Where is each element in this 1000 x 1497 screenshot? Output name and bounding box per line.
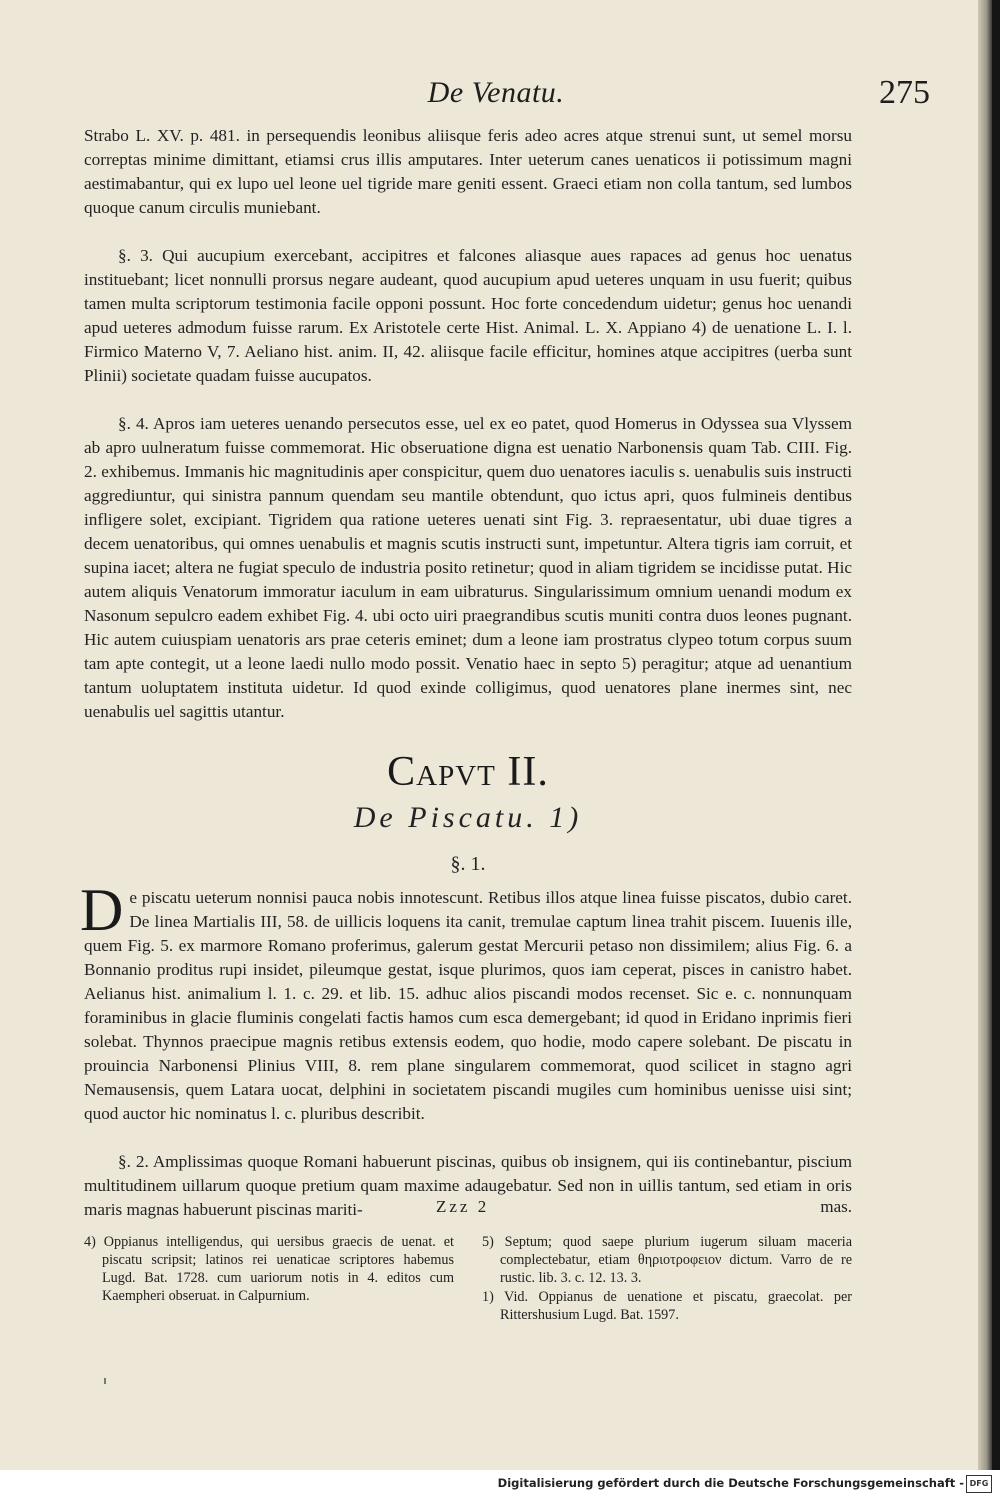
page-body bbox=[80, 124, 852, 1246]
book-spine-shadow bbox=[978, 0, 992, 1470]
drop-cap: D bbox=[80, 877, 124, 943]
signature-mark: Zzz 2 bbox=[436, 1197, 490, 1216]
catchword: mas. bbox=[820, 1197, 852, 1216]
running-title: De Venatu. bbox=[427, 76, 565, 109]
printer-mark bbox=[104, 1378, 106, 1384]
chapter-subtitle: De Piscatu. 1) bbox=[353, 801, 583, 834]
paragraph-section-3: §. 3. Qui aucupium exercebant, accipitres et falcones aliasque aues rapaces ad genus hoc uenatus instituebant; licet nonnulli prorsus negare audeant, quod aucupium apud ueteres unquam in usu fuerit; quibus tamen multa scriptorum testimonia facile opponi possunt. Hoc forte concedendum uidetur; genus hoc uenandi apud ueteres admodum fuisse rarum. Ex Aristotele certe Hist. Animal. L. X. Appiano 4) de uenatione L. I. l. Firmico Materno V, 7. Aeliano hist. anim. II, 42. aliisque facile efficitur, homines atque accipitres (uerba sunt Plinii) societate quadam fuisse aucupatos. bbox=[84, 246, 852, 385]
paragraph-de-piscatu-text: e piscatu ueterum nonnisi pauca nobis innotescunt. Retibus illos atque linea fuisse piscatos, dubio caret. De linea Martialis III, 58. de uillicis loquens ita canit, tremulae captum linea trahit piscem. Iuuenis ille, quem Fig. 5. ex marmore Romano proferimus, galerum gestat Mercurii petaso non dissimilem; alius Fig. 6. a Bonnanio proditus rupi insidet, pileumque gestat, isque plurimos, quos iam ceperat, pisces in canistro habet. Aelianus hist. animalium l. 1. c. 29. et lib. 15. adhuc alios piscandi modos recenset. Sic e. c. nonnunquam foraminibus in glacie fluminis congelati factis hamos cum esca demergebant; id quod in Eridano inprimis fieri solebat. Thynnos praecipue magnis retibus extensis eodem, quo hodie, modo capere solebant. De piscatu in prouincia Narbonensi Plinius VIII, 8. rem plane singularem commemorat, quod scilicet in stagno agri Nemausensis, quem Latara uocat, delphini in societatem piscandi mugiles cum hominibus uenisse uisi sint; quod auctor hic nominatus l. c. pluribus describit. bbox=[84, 888, 852, 1123]
dfg-logo-icon: DFG bbox=[966, 1475, 992, 1493]
paragraph-section-2: §. 2. Amplissimas quoque Romani habuerunt piscinas, quibus ob insignem, qui iis continebantur, piscium multitudinem uillarum quoque pretium quam maxime adaugebatur. Sed non in uillis tantum, sed etiam in oris maris magnas habuerunt piscinas mariti- bbox=[84, 1152, 852, 1219]
section-mark: §. 1. bbox=[450, 853, 486, 875]
page-header bbox=[60, 76, 932, 116]
footnotes-right-column bbox=[482, 1233, 852, 1325]
paragraph-de-piscatu bbox=[80, 877, 852, 1126]
footnote-4: 4) Oppianus intelligendus, qui uersibus graecis de uenat. et piscatu scripsit; latinos rei uenaticae scriptores habemus Lugd. Bat. 1728. cum uariorum notis in 4. editos cum Kaempheri obseruat. in Calpurnium. bbox=[84, 1234, 454, 1304]
chapter-title: Capvt II. bbox=[387, 749, 549, 795]
paragraph-section-4: §. 4. Apros iam ueteres uenando persecutos esse, uel ex eo patet, quod Homerus in Odyssea sua Vlyssem ab apro uulneratum fuisse commemorat. Hic obseruatione digna est uenatio Narbonensis quam Tab. CIII. Fig. 2. exhibemus. Immanis hic magnitudinis aper conspicitur, quem duo uenatores iaculis s. uenabulis suis instructi aggrediuntur, qui sinistra pannum quendam seu mantile obtendunt, quo ictus apri, quos fulmineis dentibus infligere solet, excipiant. Tigridem qua ratione ueteres uenati sint Fig. 3. repraesentatur, ubi duae tigres a decem uenatoribus, qui omnes uenabulis et magnis scutis instructi sunt, impetuntur. Altera tigris iam corruit, et supina iacet; altera ne fugiat speculo de industria posito retinetur; quod in aliam tigridem se incidisse putat. Hic autem aliquis Venatorum immoratur iaculum in eam uibraturus. Singularissimum omnium uenandi modum ex Nasonum sepulcro eadem exhibet Fig. 4. ubi octo uiri praegrandibus scutis muniti contra duos leones pugnant. Hic autem cuiuspiam uenatoris ars prae ceteris eminet; dum a leone iam prostratus clypeo totum corpus suum tam apte contegit, ut a leone laedi nullo modo possit. Venatio haec in septo 5) peragitur; atque ad uenantium tantum uoluptatem instituta uidetur. Id quod exinde colligimus, quod uenatores plane inermes sint, nec uenabulis uel sagittis utantur. bbox=[84, 414, 852, 721]
digitization-footer bbox=[0, 1470, 1000, 1497]
footnote-5: 5) Septum; quod saepe plurium iugerum siluam maceria complectebatur, etiam θηριοτροφειον dictum. Varro de re rustic. lib. 3. c. 12. 13. 3. bbox=[482, 1234, 852, 1286]
footer-credit: Digitalisierung gefördert durch die Deutsche Forschungsgemeinschaft - bbox=[497, 1476, 964, 1490]
paragraph-strabo: Strabo L. XV. p. 481. in persequendis leonibus aliisque feris adeo acres atque strenui sunt, ut semel morsu correptas minime dimittant, etiamsi crus illis amputares. Inter ueterum canes uenaticos ii potissimum magni aestimabantur, qui ex lupo uel leone uel tigride mare geniti essent. Graeci etiam non colla tantum, sed lumbos quoque canum circulis muniebant. bbox=[84, 126, 852, 217]
footnote-1: 1) Vid. Oppianus de uenatione et piscatu, graecolat. per Rittershusium Lugd. Bat. 1597. bbox=[482, 1289, 852, 1323]
footnotes-left-column bbox=[84, 1233, 454, 1306]
page-number: 275 bbox=[879, 74, 930, 111]
